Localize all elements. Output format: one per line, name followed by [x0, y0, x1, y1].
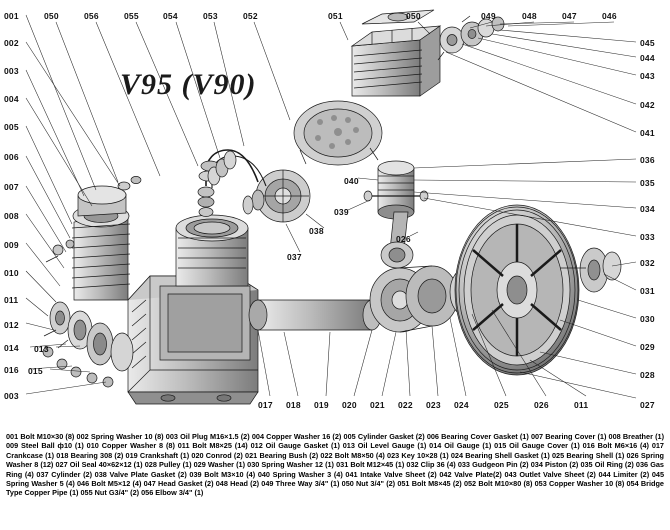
- callout-020: 020: [342, 400, 357, 410]
- callout-005: 005: [4, 122, 19, 132]
- callout-051: 051: [328, 11, 343, 21]
- callout-033: 033: [640, 232, 655, 242]
- page-title: V95 (V90): [120, 68, 257, 101]
- callout-032: 032: [640, 258, 655, 268]
- callout-041: 041: [640, 128, 655, 138]
- callout-040: 040: [344, 176, 359, 186]
- callout-014: 014: [4, 343, 19, 353]
- callout-044: 044: [640, 53, 655, 63]
- callout-018: 018: [286, 400, 301, 410]
- callout-002: 002: [4, 38, 19, 48]
- callout-049: 049: [481, 11, 496, 21]
- callout-055: 055: [124, 11, 139, 21]
- callout-054: 054: [163, 11, 178, 21]
- callout-028: 028: [640, 370, 655, 380]
- callout-026-interior: 026: [396, 234, 411, 244]
- callout-017: 017: [258, 400, 273, 410]
- callout-023: 023: [426, 400, 441, 410]
- callout-009: 009: [4, 240, 19, 250]
- callout-004: 004: [4, 94, 19, 104]
- callout-021: 021: [370, 400, 385, 410]
- callout-043: 043: [640, 71, 655, 81]
- callout-045: 045: [640, 38, 655, 48]
- callout-052: 052: [243, 11, 258, 21]
- callout-048: 048: [522, 11, 537, 21]
- callout-035: 035: [640, 178, 655, 188]
- callout-053: 053: [203, 11, 218, 21]
- callout-008: 008: [4, 211, 19, 221]
- callout-025: 025: [494, 400, 509, 410]
- callout-030: 030: [640, 314, 655, 324]
- parts-legend-text: 001 Bolt M10×30 (8) 002 Spring Washer 10 (8) 003 Oil Plug M16×1.5 (2) 004 Copper Washer 16 (2) 005 Cylinder Gasket (2) 006 Bearing Cover Gasket (1) 007 Bearing Cover (1) 008 Breather (1) 009 Steel Ball ф10 (1) 010 Copper Washer 8 (8) 011 Bolt M8×25 (14) 012 Oil Gauge Gasket (1) 013 Oil Level Gauge (1) 014 Oil Gauge (1) 015 Oil Gauge Cover (1) 016 Bolt M6×16 (4) 017 Crankcase (1) 018 Bearing 308 (2) 019 Crankshaft (1) 020 Conrod (2) 021 Bearing Bush (2) 022 Bolt M8×50 (4) 023 Key 10×28 (1) 024 Bearing Shell Gasket (1) 025 Bearing Shell (1) 026 Spring Washer 8 (12) 027 Oil Seal 40×62×12 (1) 028 Pulley (1) 029 Washer (1) 030 Spring Washer 12 (1) 031 Bolt M12×45 (1) 032 Clip 36 (4) 033 Gudgeon Pin (2) 034 Piston (2) 035 Oil Ring (2) 036 Gas Ring (4) 037 Cylinder (2) 038 Valve Plate Gasket (2) 039 Bolt M3×10 (4) 040 Spring Washer 3 (4) 041 Intake Valve Sheet (2) 042 Valve Plate(2) 043 Outlet Valve Sheet (2) 044 Limiter (2) 045 Spring Washer 5 (4) 046 Bolt M5×12 (4) 047 Head Gasket (2) 048 Head (2) 049 Three Way 3/4" (1) 050 Nut 3/4" (2) 051 Bolt M8×45 (2) 052 Bolt M10×80 (8) 053 Copper Washer 10 (8) 054 Bridge Type Copper Pipe (1) 055 Nut G3/4" (2) 056 Elbow 3/4" (1): [6, 432, 664, 498]
- callout-010: 010: [4, 268, 19, 278]
- callout-022: 022: [398, 400, 413, 410]
- callout-024: 024: [454, 400, 469, 410]
- callout-016: 016: [4, 365, 19, 375]
- callout-011-left: 011: [4, 295, 19, 305]
- callout-036: 036: [640, 155, 655, 165]
- callout-056: 056: [84, 11, 99, 21]
- callout-047: 047: [562, 11, 577, 21]
- callout-006: 006: [4, 152, 19, 162]
- callout-015: 015: [28, 366, 43, 376]
- callout-001-left: 001: [4, 11, 19, 21]
- callout-029: 029: [640, 342, 655, 352]
- callout-050-top-left: 050: [44, 11, 59, 21]
- callout-042: 042: [640, 100, 655, 110]
- callout-037: 037: [287, 252, 302, 262]
- callout-011-bottom: 011: [574, 400, 589, 410]
- callout-003-lower: 003: [4, 391, 19, 401]
- callout-034: 034: [640, 204, 655, 214]
- callout-013: 013: [34, 344, 49, 354]
- callout-019: 019: [314, 400, 329, 410]
- callout-039: 039: [334, 207, 349, 217]
- callout-026-bottom: 026: [534, 400, 549, 410]
- callout-012: 012: [4, 320, 19, 330]
- callout-031: 031: [640, 286, 655, 296]
- callout-050-top-right: 050: [406, 11, 421, 21]
- callout-007: 007: [4, 182, 19, 192]
- parts-legend: [6, 432, 664, 498]
- callout-003: 003: [4, 66, 19, 76]
- callout-027: 027: [640, 400, 655, 410]
- callout-046: 046: [602, 11, 617, 21]
- callout-038: 038: [309, 226, 324, 236]
